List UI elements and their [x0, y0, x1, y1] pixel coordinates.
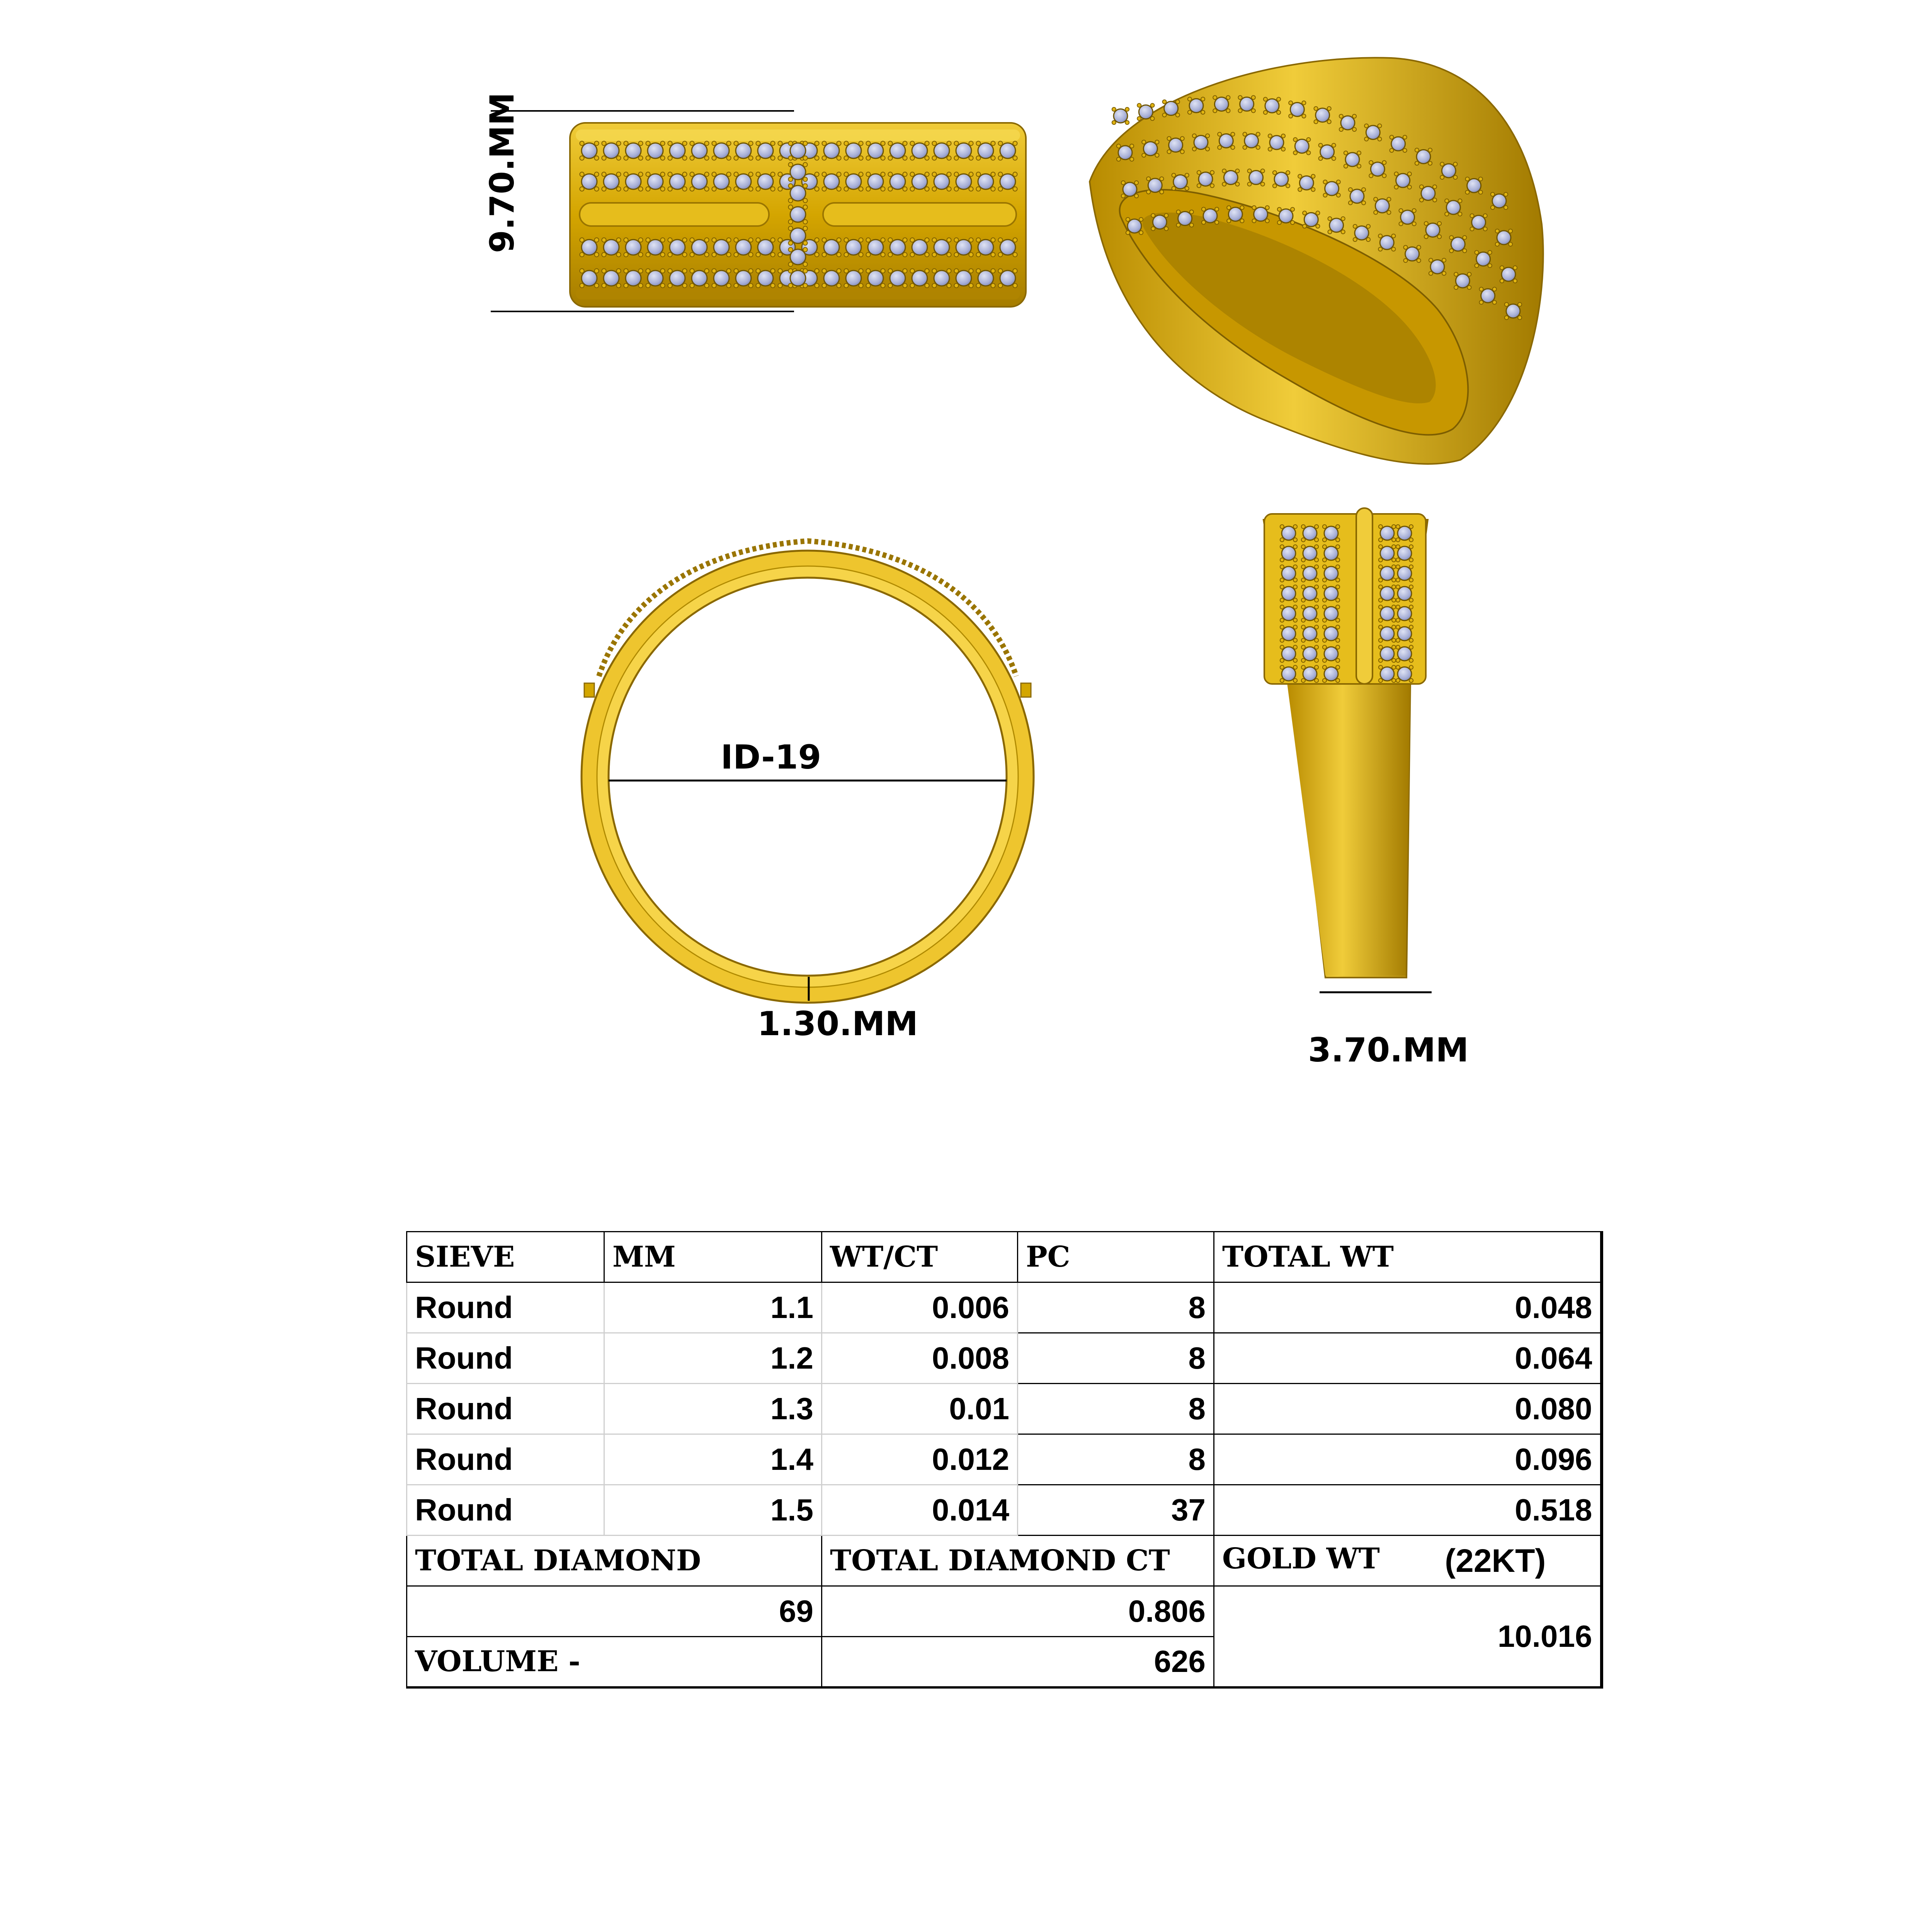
diamond-icon [790, 249, 806, 265]
diamond-icon [1380, 236, 1394, 250]
diamond-icon [1282, 566, 1296, 580]
diamond-icon [736, 240, 751, 255]
diamond-icon [868, 270, 883, 286]
diamond-icon [1324, 667, 1338, 681]
diamond-icon [790, 143, 806, 158]
diamond-icon [758, 240, 773, 255]
diamond-icon [790, 228, 806, 243]
row-pc: 8 [1018, 1333, 1214, 1384]
diamond-icon [1426, 223, 1440, 237]
row-mm: 1.4 [604, 1434, 822, 1485]
diamond-icon [956, 143, 971, 158]
inner-diameter-label: ID-19 [721, 738, 821, 777]
diamond-icon [912, 174, 927, 189]
diamond-icon [1214, 97, 1228, 111]
diamond-icon [1173, 175, 1187, 189]
diamond-icon [1303, 667, 1317, 681]
diamond-icon [1304, 213, 1318, 226]
diamond-icon [692, 174, 707, 189]
diamond-icon [1371, 162, 1384, 176]
header-wt-ct: WT/CT [822, 1232, 1018, 1282]
diamond-icon [1472, 215, 1486, 229]
diamond-icon [824, 143, 839, 158]
diamond-icon [692, 240, 707, 255]
table-row [407, 1282, 1602, 1333]
diamond-icon [912, 240, 927, 255]
diamond-icon [846, 174, 861, 189]
gold-wt-value: 10.016 [1214, 1586, 1602, 1687]
diamond-icon [1265, 99, 1279, 113]
diamond-icon [1330, 218, 1344, 232]
diamond-icon [1451, 237, 1465, 251]
diamond-icon [1153, 215, 1167, 229]
diamond-icon [1324, 587, 1338, 600]
diamond-icon [1000, 240, 1015, 255]
diamond-icon [1290, 102, 1304, 116]
diamond-icon [1401, 210, 1415, 224]
diamond-icon [1324, 647, 1338, 661]
shank-thickness-label: 1.30.MM [757, 1005, 918, 1043]
diamond-icon [1148, 179, 1162, 192]
diamond-icon [1380, 546, 1394, 560]
diamond-icon [1324, 546, 1338, 560]
diamond-icon [1405, 247, 1419, 261]
row-wt: 0.008 [822, 1333, 1018, 1384]
diamond-icon [1114, 109, 1128, 123]
table-row [407, 1485, 1602, 1536]
diamond-icon [1000, 143, 1015, 158]
diamond-icon [1442, 164, 1456, 178]
diamond-icon [890, 240, 905, 255]
diamond-icon [868, 143, 883, 158]
diamond-icon [890, 143, 905, 158]
row-total: 0.080 [1214, 1384, 1602, 1434]
diamond-icon [692, 270, 707, 286]
diamond-icon [912, 270, 927, 286]
diamond-icon [1123, 182, 1137, 196]
diamond-icon [790, 207, 806, 222]
diamond-icon [1279, 209, 1293, 223]
diamond-icon [1303, 587, 1317, 600]
front-view [570, 123, 1026, 307]
table-row [407, 1384, 1602, 1434]
diamond-icon [758, 143, 773, 158]
diamond-icon [1254, 207, 1268, 221]
height-dimension-label: 9.70.MM [483, 92, 522, 253]
header-pc: PC [1018, 1232, 1214, 1282]
row-wt: 0.012 [822, 1434, 1018, 1485]
diamond-icon [790, 270, 806, 286]
diamond-icon [582, 240, 597, 255]
diamond-icon [824, 240, 839, 255]
diamond-icon [1320, 145, 1334, 159]
diamond-icon [1380, 526, 1394, 540]
diamond-icon [604, 143, 619, 158]
diamond-icon [1341, 116, 1355, 130]
total-diamond-value: 69 [407, 1586, 822, 1637]
row-pc: 8 [1018, 1434, 1214, 1485]
diamond-icon [582, 174, 597, 189]
diamond-icon [1000, 270, 1015, 286]
diamond-icon [1456, 274, 1469, 288]
diamond-icon [1295, 139, 1309, 153]
header-mm: MM [604, 1232, 822, 1282]
diamond-icon [604, 240, 619, 255]
diamond-icon [714, 240, 729, 255]
total-diamond-ct-value: 0.806 [822, 1586, 1214, 1637]
diamond-icon [1430, 260, 1444, 274]
gold-wt-label: GOLD WT [1222, 1542, 1380, 1575]
diamond-icon [714, 174, 729, 189]
diamond-icon [1398, 587, 1412, 600]
diamond-icon [912, 143, 927, 158]
diamond-icon [714, 270, 729, 286]
diamond-icon [692, 143, 707, 158]
diamond-icon [824, 174, 839, 189]
diamond-icon [1303, 627, 1317, 641]
diamond-icon [648, 143, 663, 158]
row-sieve: Round [407, 1485, 604, 1536]
diamond-icon [1282, 627, 1296, 641]
diamond-icon [582, 270, 597, 286]
diamond-icon [1398, 647, 1412, 661]
diamond-icon [1375, 199, 1389, 213]
diamond-icon [1380, 667, 1394, 681]
diamond-icon [1282, 546, 1296, 560]
diamond-icon [1481, 289, 1495, 303]
diamond-icon [1274, 172, 1288, 186]
row-mm: 1.3 [604, 1384, 822, 1434]
diamond-icon [1203, 209, 1217, 223]
diamond-icon [1118, 146, 1132, 160]
diamond-icon [1446, 201, 1460, 214]
diamond-icon [1282, 667, 1296, 681]
diamond-icon [648, 174, 663, 189]
row-wt: 0.01 [822, 1384, 1018, 1434]
diamond-icon [1324, 566, 1338, 580]
diamond-icon [626, 143, 641, 158]
diamond-icon [1303, 566, 1317, 580]
diamond-icon [868, 240, 883, 255]
diamond-icon [824, 270, 839, 286]
diamond-icon [1380, 566, 1394, 580]
diamond-icon [1249, 170, 1263, 184]
diamond-icon [1350, 189, 1364, 203]
diamond-icon [1228, 207, 1242, 221]
row-pc: 8 [1018, 1282, 1214, 1333]
diamond-icon [1398, 546, 1412, 560]
total-diamond-ct-label: TOTAL DIAMOND CT [822, 1536, 1214, 1586]
diamond-icon [1391, 137, 1405, 151]
diamond-icon [648, 240, 663, 255]
diamond-icon [1366, 126, 1380, 139]
diamond-icon [670, 143, 685, 158]
diamond-icon [1240, 97, 1254, 111]
diamond-icon [1178, 212, 1192, 226]
row-total: 0.064 [1214, 1333, 1602, 1384]
diamond-icon [790, 185, 806, 201]
table-row [407, 1333, 1602, 1384]
diamond-icon [1396, 173, 1410, 187]
diamond-icon [758, 174, 773, 189]
diamond-icon [758, 270, 773, 286]
diamond-icon [1380, 607, 1394, 621]
diamond-icon [934, 240, 949, 255]
diamond-icon [626, 270, 641, 286]
diamond-icon [582, 143, 597, 158]
shank-width-label: 3.70.MM [1308, 1031, 1469, 1070]
gold-karat: (22KT) [1445, 1542, 1546, 1579]
diamond-icon [604, 270, 619, 286]
diamond-icon [1282, 526, 1296, 540]
diamond-icon [1492, 194, 1506, 208]
diamond-icon [846, 143, 861, 158]
diamond-icon [1169, 138, 1183, 152]
diamond-icon [1164, 102, 1178, 116]
diamond-icon [670, 240, 685, 255]
total-diamond-label: TOTAL DIAMOND [407, 1536, 822, 1586]
totals-header-row [407, 1536, 1602, 1586]
row-sieve: Round [407, 1333, 604, 1384]
volume-label: VOLUME - [407, 1637, 822, 1687]
row-wt: 0.014 [822, 1485, 1018, 1536]
diamond-icon [1189, 99, 1203, 112]
diamond-icon [956, 174, 971, 189]
diamond-icon [868, 174, 883, 189]
row-total: 0.518 [1214, 1485, 1602, 1536]
gold-wt-cell [1214, 1536, 1602, 1586]
diamond-icon [604, 174, 619, 189]
diamond-icon [790, 164, 806, 180]
diamond-icon [736, 270, 751, 286]
diamond-icon [670, 174, 685, 189]
row-pc: 37 [1018, 1485, 1214, 1536]
diamond-icon [1224, 170, 1238, 184]
totals-value-row [407, 1586, 1602, 1637]
row-mm: 1.2 [604, 1333, 822, 1384]
diamond-icon [1245, 134, 1259, 148]
diamond-icon [1324, 627, 1338, 641]
profile-view [1264, 508, 1428, 978]
row-sieve: Round [407, 1282, 604, 1333]
diamond-icon [890, 174, 905, 189]
row-total: 0.096 [1214, 1434, 1602, 1485]
diamond-icon [1380, 647, 1394, 661]
diamond-icon [1345, 153, 1359, 167]
diamond-icon [846, 240, 861, 255]
diamond-icon [1502, 267, 1515, 281]
diamond-icon [1398, 607, 1412, 621]
diamond-icon [1282, 587, 1296, 600]
diamond-icon [1316, 108, 1330, 122]
row-wt: 0.006 [822, 1282, 1018, 1333]
diamond-icon [714, 143, 729, 158]
diamond-icon [934, 270, 949, 286]
header-total-wt: TOTAL WT [1214, 1232, 1602, 1282]
diamond-icon [890, 270, 905, 286]
diamond-icon [1325, 182, 1339, 196]
diamond-icon [1128, 219, 1141, 233]
diamond-icon [1282, 647, 1296, 661]
diamond-icon [934, 143, 949, 158]
diamond-icon [1497, 231, 1511, 245]
diamond-icon [1000, 174, 1015, 189]
diamond-icon [1421, 186, 1435, 200]
table-row [407, 1434, 1602, 1485]
diamond-icon [1143, 142, 1157, 156]
diamond-icon [1417, 150, 1430, 163]
row-total: 0.048 [1214, 1282, 1602, 1333]
diamond-icon [1199, 172, 1213, 186]
diamond-icon [1324, 607, 1338, 621]
row-mm: 1.1 [604, 1282, 822, 1333]
diamond-icon [1380, 627, 1394, 641]
diamond-icon [978, 240, 993, 255]
diamond-icon [978, 270, 993, 286]
diamond-icon [846, 270, 861, 286]
diamond-icon [1139, 105, 1153, 119]
diamond-icon [736, 143, 751, 158]
diamond-icon [648, 270, 663, 286]
diamond-icon [626, 240, 641, 255]
diamond-icon [978, 174, 993, 189]
diamond-icon [1355, 226, 1369, 240]
diamond-icon [1282, 607, 1296, 621]
diamond-icon [736, 174, 751, 189]
diamond-icon [626, 174, 641, 189]
row-mm: 1.5 [604, 1485, 822, 1536]
diamond-spec-table [406, 1231, 1601, 1682]
row-sieve: Round [407, 1384, 604, 1434]
diamond-icon [1506, 304, 1520, 318]
table-header-row [407, 1232, 1602, 1282]
diamond-icon [1270, 136, 1284, 150]
diamond-icon [1303, 526, 1317, 540]
diamond-icon [978, 143, 993, 158]
diamond-icon [1467, 179, 1481, 192]
row-pc: 8 [1018, 1384, 1214, 1434]
diamond-icon [934, 174, 949, 189]
diamond-icon [1303, 546, 1317, 560]
diamond-icon [1299, 176, 1313, 190]
diamond-icon [1398, 667, 1412, 681]
diamond-icon [1219, 134, 1233, 148]
diamond-icon [1398, 627, 1412, 641]
diamond-icon [1476, 252, 1490, 266]
diamond-icon [1303, 647, 1317, 661]
row-sieve: Round [407, 1434, 604, 1485]
diamond-icon [956, 240, 971, 255]
diamond-icon [1398, 566, 1412, 580]
perspective-view [1090, 58, 1543, 464]
header-sieve: SIEVE [407, 1232, 604, 1282]
diamond-icon [956, 270, 971, 286]
diamond-icon [670, 270, 685, 286]
volume-value: 626 [822, 1637, 1214, 1687]
diamond-icon [1380, 587, 1394, 600]
diamond-icon [1324, 526, 1338, 540]
diamond-icon [1194, 135, 1208, 149]
diamond-icon [1398, 526, 1412, 540]
diamond-icon [1303, 607, 1317, 621]
